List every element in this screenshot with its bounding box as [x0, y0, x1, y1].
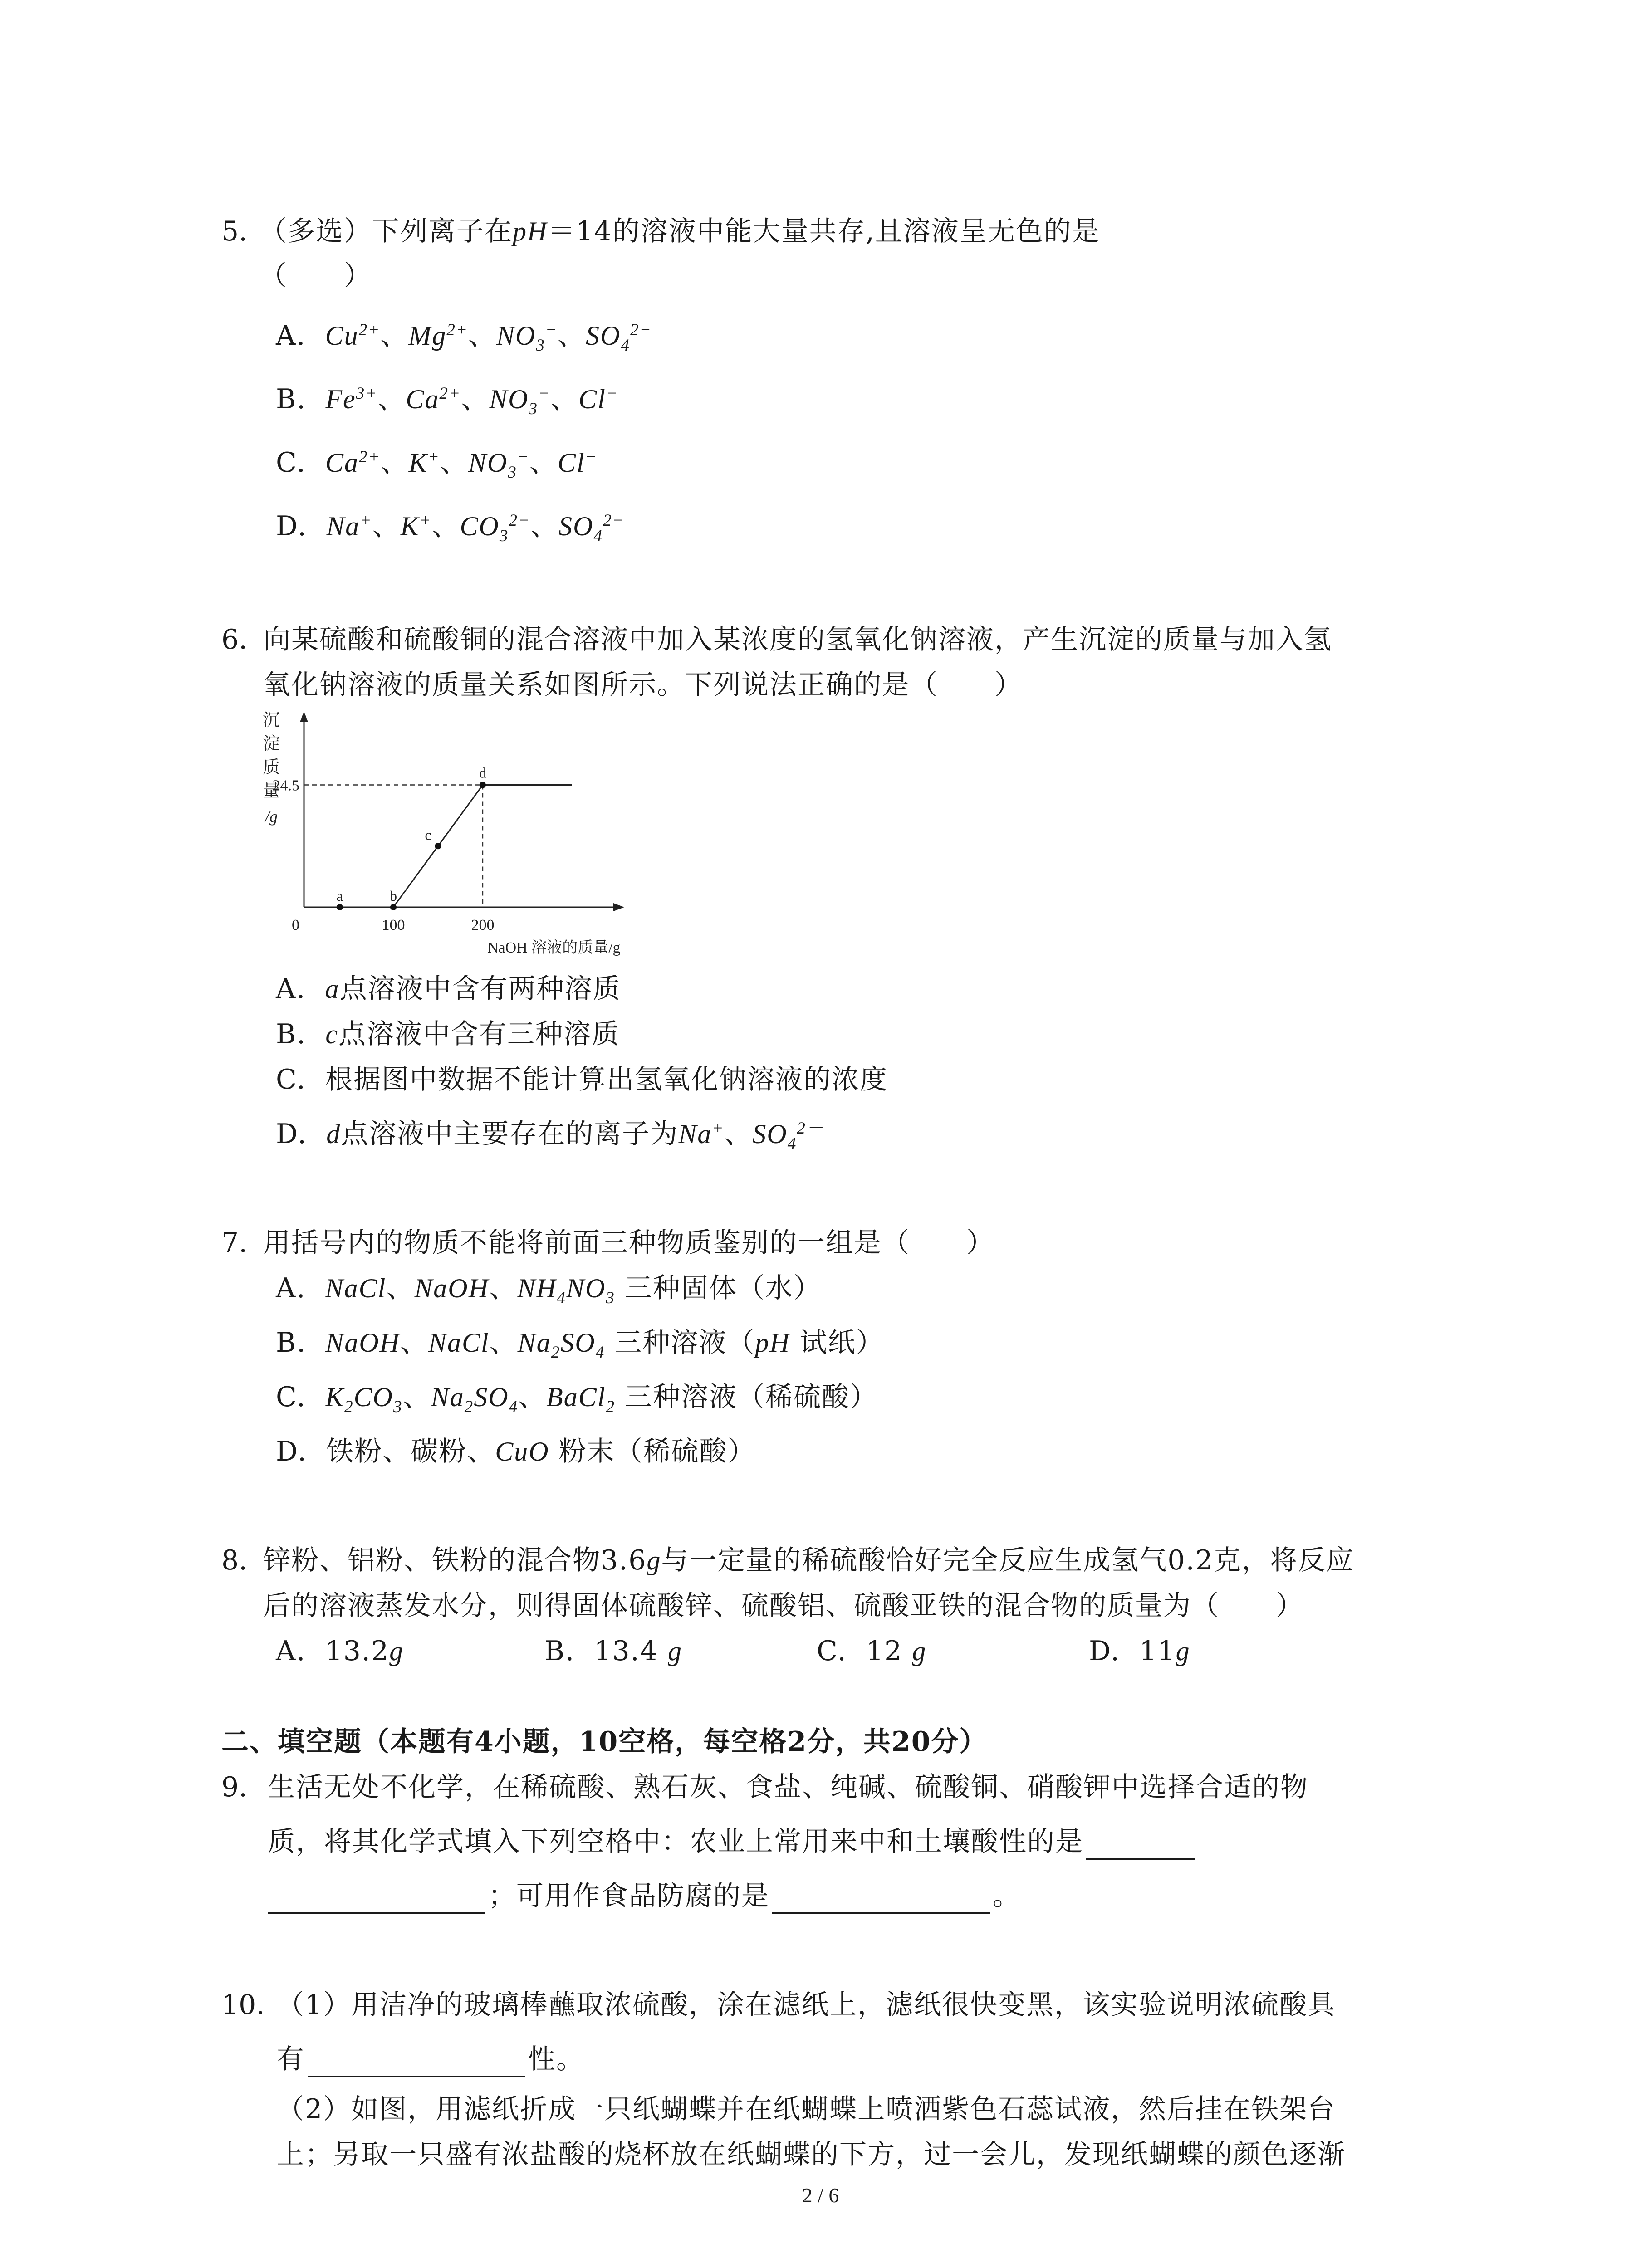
- y-axis-unit: /g: [265, 807, 278, 826]
- answer-blank-1b[interactable]: [268, 1883, 485, 1914]
- question-stem-line-1: （1）用洁净的玻璃棒蘸取浓硫酸，涂在滤纸上，滤纸很快变黑，该实验说明浓硫酸具: [277, 1989, 1336, 2021]
- section-title: 二、填空题（本题有4小题，10空格，每空格2分，共20分）: [221, 1726, 988, 1758]
- x-axis-label: NaOH 溶液的质量/g: [487, 939, 621, 956]
- answer-blank-3[interactable]: [308, 2047, 525, 2077]
- question-number: 8.: [221, 1545, 248, 1576]
- question-stem-line-2: 氧化钠溶液的质量关系如图所示。下列说法正确的是（ ）: [263, 669, 1023, 701]
- y-tick-label: 24.5: [272, 777, 299, 794]
- option-c[interactable]: C. $K_2CO_3$、$Na_2SO_4$、BaCl$_2$ 三种溶液（稀硫酸）: [276, 1381, 878, 1416]
- question-stem-line-1: 向某硫酸和硫酸铜的混合溶液中加入某浓度的氢氧化钠溶液，产生沉淀的质量与加入氢: [263, 624, 1332, 655]
- option-c[interactable]: C. 12 g: [817, 1635, 927, 1667]
- question-number: 7.: [221, 1227, 248, 1259]
- question-stem-line-1: 生活无处不化学，在稀硫酸、熟石灰、食盐、纯碱、硫酸铜、硝酸钾中选择合适的物: [268, 1771, 1308, 1803]
- y-axis-label: 沉: [262, 711, 280, 730]
- point-label-d: d: [479, 764, 486, 781]
- y-axis-arrow: [300, 711, 308, 722]
- question-stem: （多选）下列离子在pH＝14的溶液中能大量共存,且溶液呈无色的是: [260, 215, 1100, 247]
- question-stem-line-3: （2）如图，用滤纸折成一只纸蝴蝶并在纸蝴蝶上喷洒紫色石蕊试液，然后挂在铁架台: [277, 2093, 1336, 2125]
- option-c[interactable]: C. $Ca^{2+}$、K+、$NO_3^-$、Cl−: [276, 447, 598, 482]
- y-axis-label: 量: [262, 782, 280, 801]
- option-b[interactable]: B. $Fe^{3+}$、$Ca^{2+}$、$NO_3^-$、Cl−: [276, 383, 618, 418]
- point-label-c: c: [425, 826, 431, 843]
- answer-paren: （ ）: [260, 260, 372, 292]
- question-number: 9.: [221, 1771, 248, 1803]
- option-b[interactable]: B. c点溶液中含有三种溶质: [276, 1018, 620, 1050]
- question-stem-line-2: 后的溶液蒸发水分，则得固体硫酸锌、硫酸铝、硫酸亚铁的混合物的质量为（ ）: [263, 1590, 1304, 1622]
- question-stem-line-1: 锌粉、铝粉、铁粉的混合物3.6g与一定量的稀硫酸恰好完全反应生成氢气0.2克，将反应: [263, 1545, 1354, 1576]
- question-number: 6.: [221, 624, 248, 655]
- data-point-a: [337, 904, 343, 910]
- option-a[interactable]: A. NaCl、NaOH、$NH_4NO_3$ 三种固体（水）: [276, 1272, 822, 1307]
- x-tick-label: 200: [471, 917, 495, 934]
- question-number: 5.: [221, 215, 248, 247]
- y-axis-label: 质: [262, 758, 280, 777]
- y-axis-label: 淀: [262, 734, 280, 753]
- question-stem-line-3: ；可用作食品防腐的是 。: [268, 1878, 1021, 1914]
- option-a[interactable]: A. a点溶液中含有两种溶质: [276, 973, 621, 1005]
- option-d[interactable]: D. Na+、K+、$CO_3^{2-}$、$SO_4^{2-}$: [276, 510, 625, 545]
- data-point-d: [480, 782, 486, 788]
- option-a[interactable]: A. 13.2g: [276, 1635, 404, 1667]
- question-number: 10.: [221, 1989, 265, 2021]
- question-stem-line-2: 有 性。: [277, 2041, 584, 2077]
- origin-label: 0: [292, 917, 299, 934]
- x-axis-arrow: [613, 903, 624, 911]
- option-b[interactable]: B. NaOH、NaCl、$Na_2SO_4$ 三种溶液（pH 试纸）: [276, 1327, 884, 1362]
- question-stem-line-4: 上；另取一只盛有浓盐酸的烧杯放在纸蝴蝶的下方，过一会儿，发现纸蝴蝶的颜色逐渐: [277, 2139, 1346, 2170]
- question-stem-line-2: 质，将其化学式填入下列空格中：农业上常用来中和土壤酸性的是: [268, 1823, 1198, 1860]
- question-stem: 用括号内的物质不能将前面三种物质鉴别的一组是（ ）: [263, 1227, 994, 1259]
- option-d[interactable]: D. d点溶液中主要存在的离子为Na+、$SO_4^{2-}$: [276, 1118, 824, 1153]
- answer-blank-2[interactable]: [772, 1883, 990, 1914]
- option-d[interactable]: D. 铁粉、碳粉、CuO 粉末（稀硫酸）: [276, 1436, 756, 1467]
- option-b[interactable]: B. 13.4 g: [544, 1635, 682, 1667]
- data-point-c: [435, 843, 441, 849]
- answer-blank-1a[interactable]: [1086, 1829, 1195, 1860]
- data-point-b: [390, 904, 397, 910]
- point-label-b: b: [389, 888, 397, 904]
- page-number: 2 / 6: [802, 2184, 839, 2207]
- precipitate-mass-chart: [254, 708, 662, 962]
- option-d[interactable]: D. 11g: [1089, 1635, 1190, 1667]
- option-a[interactable]: A. $Cu^{2+}$、$Mg^{2+}$、$NO_3^-$、$SO_4^{2-}$: [276, 320, 652, 355]
- x-tick-label: 100: [382, 917, 405, 934]
- point-label-a: a: [336, 888, 343, 904]
- option-c[interactable]: C. 根据图中数据不能计算出氢氧化钠溶液的浓度: [276, 1064, 888, 1095]
